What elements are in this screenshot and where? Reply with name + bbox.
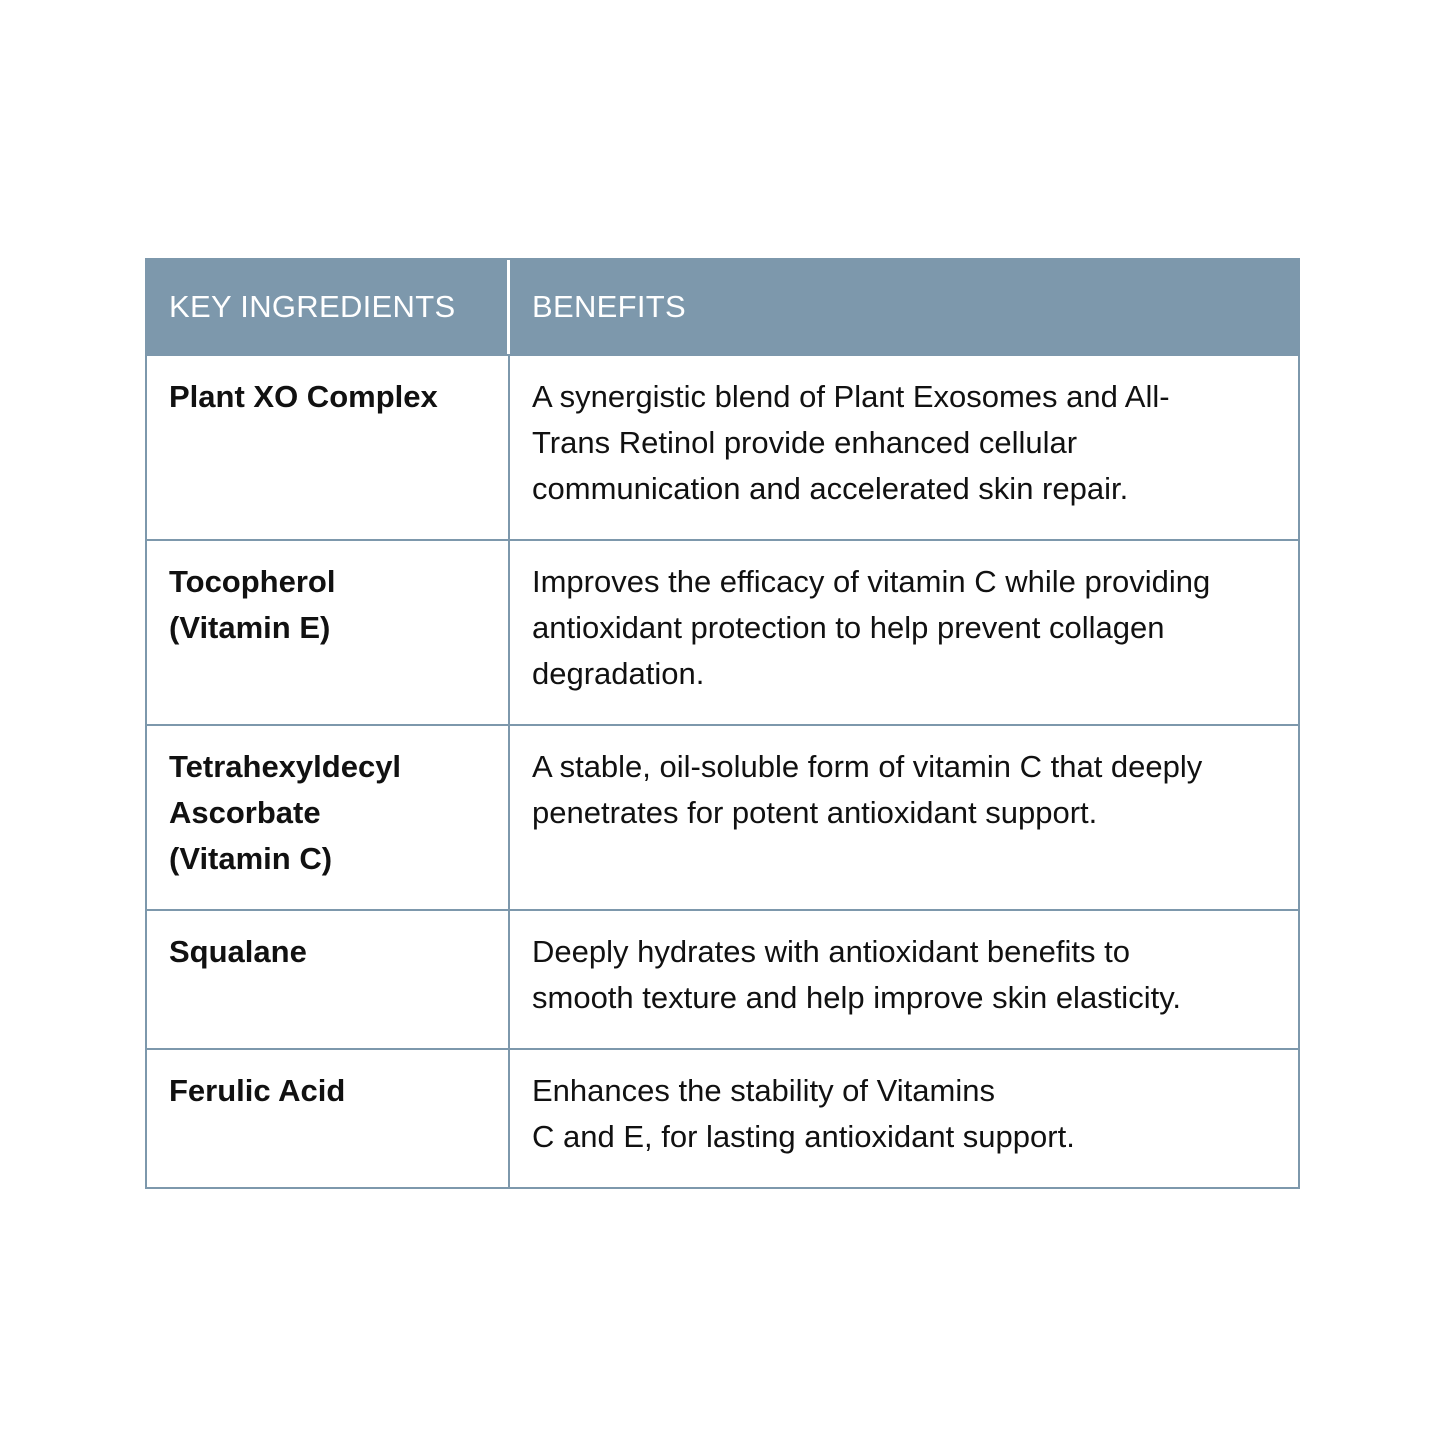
ingredient-benefit: Enhances the stability of Vitamins C and E, for lasting antioxidant support. (510, 1048, 1298, 1187)
ingredient-name: Plant XO Complex (147, 354, 510, 539)
ingredient-name: Tocopherol (Vitamin E) (147, 539, 510, 724)
ingredient-benefit: A synergistic blend of Plant Exosomes and All- Trans Retinol provide enhanced cellular communication and accelerated skin repair. (510, 354, 1298, 539)
header-benefits: BENEFITS (510, 260, 1298, 354)
ingredient-name: Squalane (147, 909, 510, 1048)
ingredient-name: Ferulic Acid (147, 1048, 510, 1187)
ingredient-benefit: A stable, oil-soluble form of vitamin C that deeply penetrates for potent antioxidant support. (510, 724, 1298, 909)
header-key-ingredients: KEY INGREDIENTS (147, 260, 510, 354)
ingredient-benefit: Deeply hydrates with antioxidant benefits to smooth texture and help improve skin elasticity. (510, 909, 1298, 1048)
ingredient-benefit: Improves the efficacy of vitamin C while providing antioxidant protection to help prevent collagen degradation. (510, 539, 1298, 724)
ingredient-name: Tetrahexyldecyl Ascorbate (Vitamin C) (147, 724, 510, 909)
ingredients-table (145, 258, 1300, 1189)
